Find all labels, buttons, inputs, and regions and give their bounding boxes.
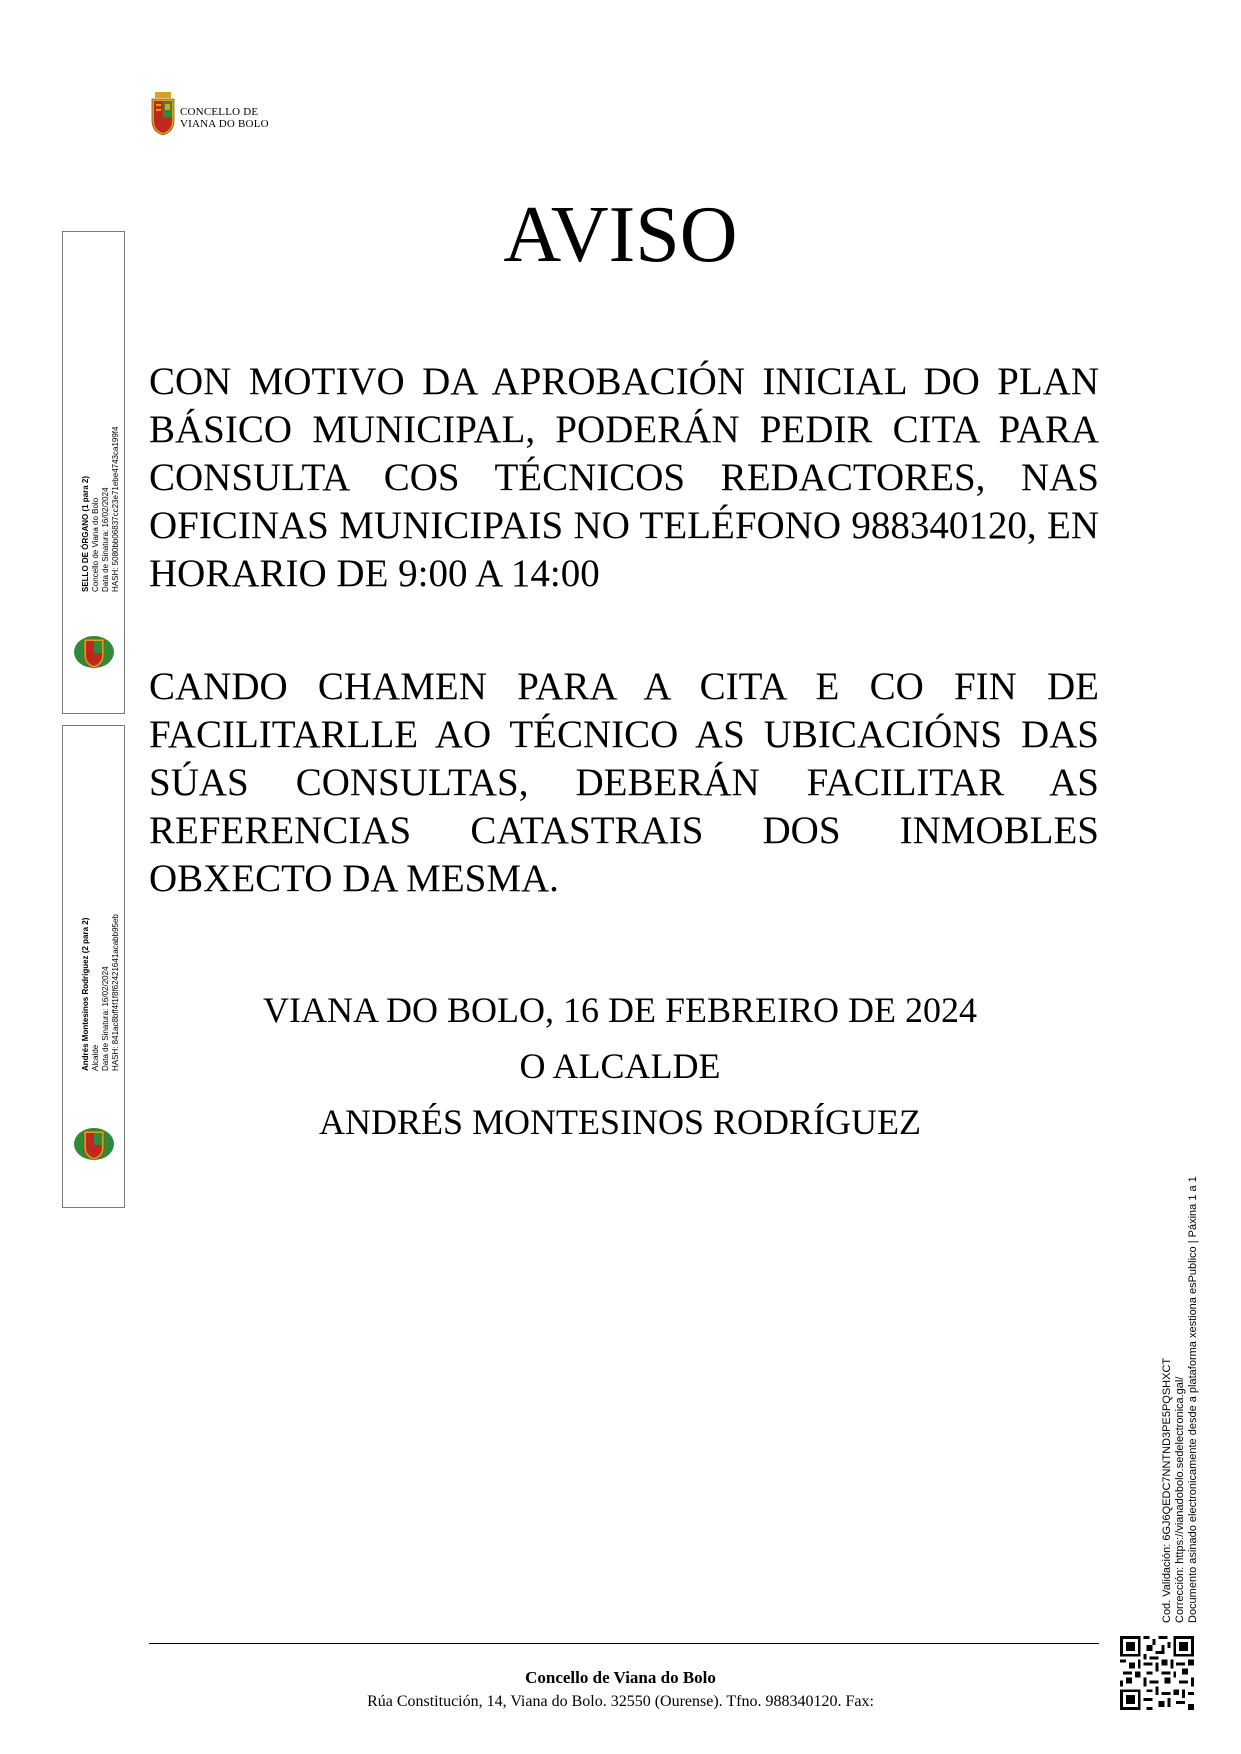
signature-1-title: SELLO DE ÓRGANO (1 para 2) [81, 475, 90, 592]
signature-1-details [81, 426, 121, 592]
signature-2-details [81, 914, 121, 1071]
signature-1-line-2: Data de Sinatura: 16/02/2024 [101, 487, 110, 592]
body-paragraph-1: CON MOTIVO DA APROBACIÓN INICIAL DO PLAN BÁSICO MUNICIPAL, PODERÁN PEDIR CITA PARA CONSULTA COS TÉCNICOS REDACTORES, NAS OFICINAS MUNICIPAIS NO TELÉFONO 988340120, EN HORARIO DE 9:00 A 14:00 [149, 360, 1099, 595]
signature-2-title: Andrés Montesinos Rodríguez (2 para 2) [81, 917, 90, 1071]
signature-2-line-2: Data de Sinatura: 16/02/2024 [101, 966, 110, 1071]
signature-1-line-1: Concello de Viana do Bolo [91, 497, 100, 592]
validation-info [1161, 1023, 1200, 1623]
place-date: VIANA DO BOLO, 16 DE FEBREIRO DE 2024 [263, 990, 977, 1030]
signatory-name: ANDRÉS MONTESINOS RODRÍGUEZ [318, 1102, 921, 1142]
logo-text [180, 106, 269, 130]
validation-url: Corrección: https://vianadobolo.sedelectronica.gal/ [1174, 1376, 1186, 1623]
footer-address: Rúa Constitución, 14, Viana do Bolo. 32550 (Ourense). Tfno. 988340120. Fax: [367, 1693, 874, 1710]
validation-signed-note: Documento asinado electronicamente desde a plataforma xestiona esPublico | Páxina 1 a 1 [1187, 1176, 1199, 1623]
signature-1-line-3: HASH: 5080bb06837cc23e71ebe4743ca199f4 [111, 426, 120, 592]
signature-stamp-2 [62, 725, 125, 1208]
signatory-role: O ALCALDE [519, 1046, 721, 1086]
signature-2-line-3: HASH: 841ac8bff4f1f8f62421641acabb95eb [111, 914, 120, 1071]
logo-line-1: CONCELLO DE [180, 106, 259, 118]
signature-stamp-1 [62, 231, 125, 714]
signature-2-line-1: Alcalde [91, 1044, 100, 1071]
footer-divider [149, 1643, 1099, 1644]
body-paragraph-2: CANDO CHAMEN PARA A CITA E CO FIN DE FACILITARLLE AO TÉCNICO AS UBICACIÓNS DAS SÚAS CONSULTAS, DEBERÁN FACILITAR AS REFERENCIAS CATASTRAIS DOS INMOBLES OBXECTO DA MESMA. [149, 665, 1099, 900]
coat-of-arms-icon [150, 92, 176, 136]
logo-line-2: VIANA DO BOLO [180, 118, 269, 130]
validation-code: Cod. Validación: 6GJ6QEDC7NNTND3PE5PQSHXCT [1161, 1357, 1173, 1623]
header-logo [150, 92, 270, 137]
page-title: AVISO [503, 191, 738, 279]
seal-icon [73, 635, 115, 669]
seal-icon [73, 1127, 115, 1161]
footer-organization-name: Concello de Viana do Bolo [525, 1668, 716, 1687]
